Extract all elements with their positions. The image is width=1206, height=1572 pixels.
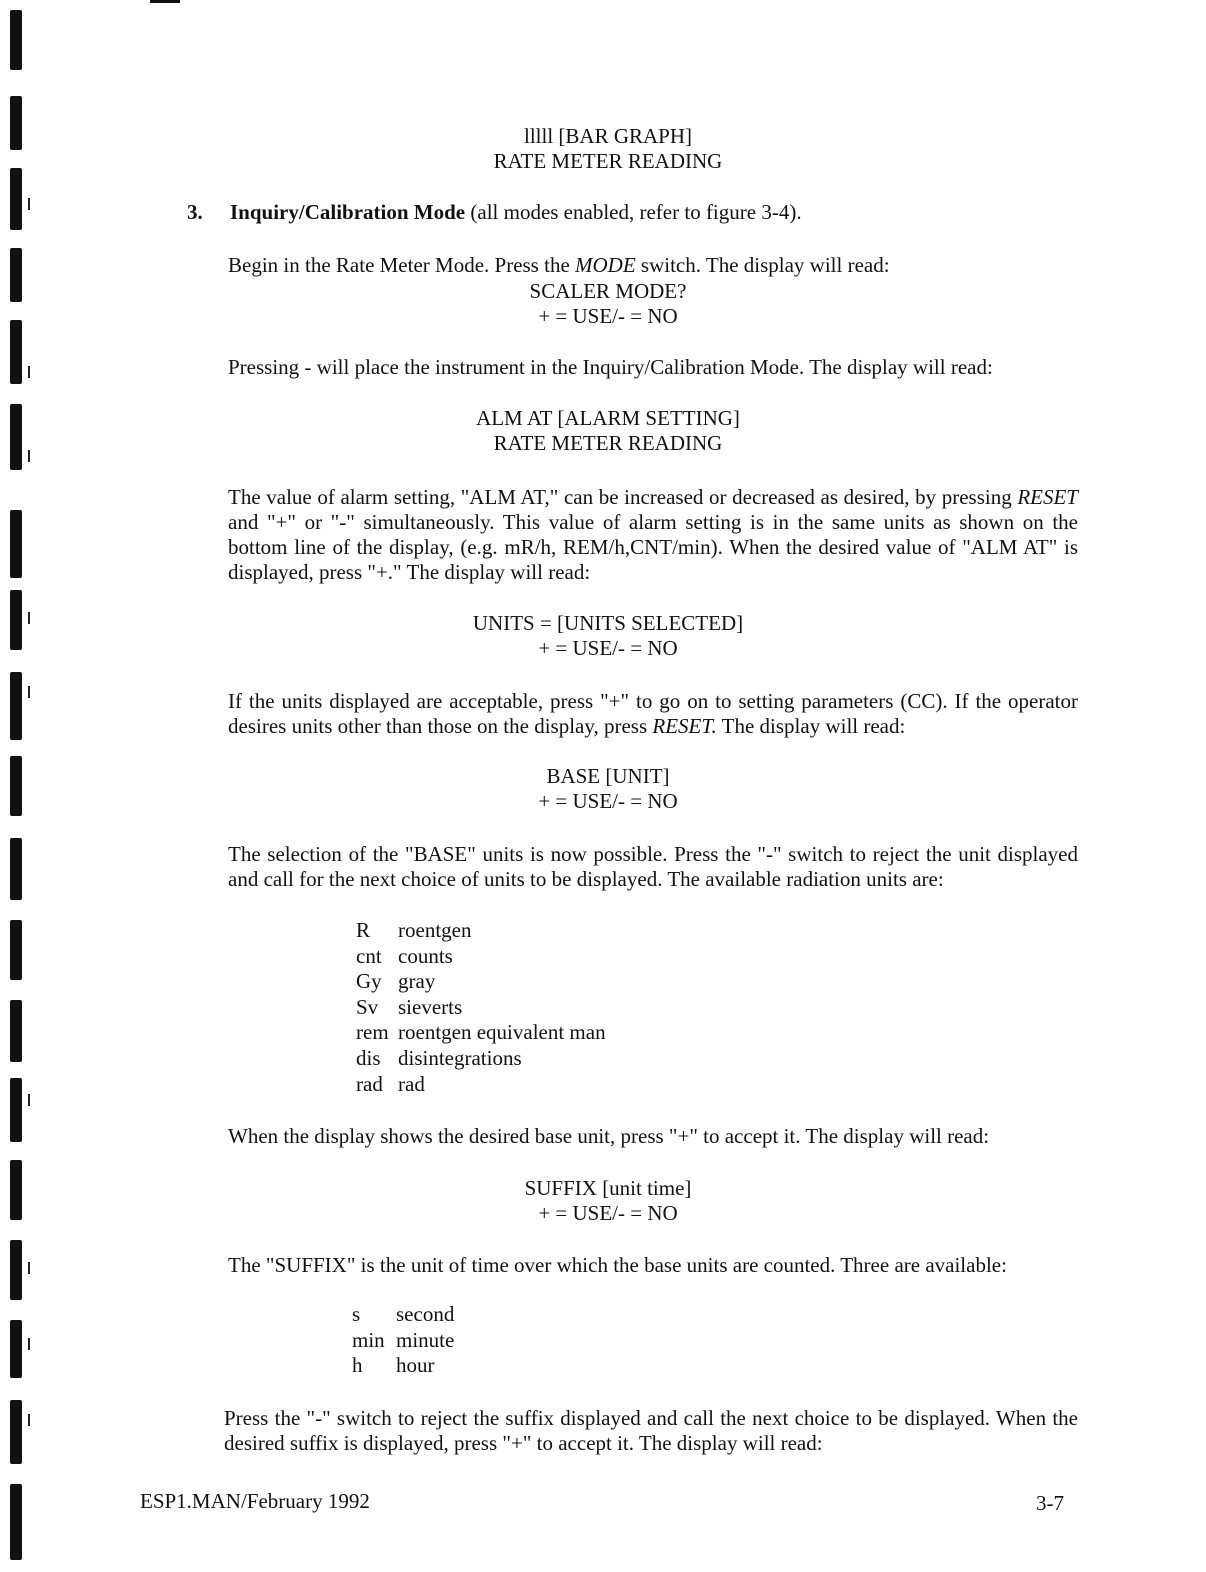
binding-tick: [28, 1338, 30, 1350]
binding-mark: [10, 1000, 22, 1062]
paragraph: Pressing - will place the instrument in the Inquiry/Calibration Mode. The display will read:: [228, 355, 993, 379]
unit-name: hour: [396, 1353, 435, 1378]
display-line: SUFFIX [unit time]: [524, 1176, 692, 1200]
binding-mark: [10, 1078, 22, 1142]
section-number: 3.: [187, 200, 203, 224]
scan-top-mark: [150, 0, 180, 3]
text: and "+" or "-" simultaneously. This value of alarm setting is in the same units as shown on the bottom line of the display, (e.g. mR/h, REM/h,CNT/min). When the desired value of "ALM AT" is displayed, press "+." The display will read:: [228, 510, 1078, 584]
display-readout: [0, 764, 1206, 814]
text: Begin in the Rate Meter Mode. Press the: [228, 253, 576, 277]
unit-abbr: R: [356, 918, 371, 942]
text: If the units displayed are acceptable, press "+" to go on to setting parameters (CC). If the operator desires units other than those on the display, press: [228, 689, 1078, 738]
display-line: + = USE/- = NO: [538, 304, 678, 328]
display-line: + = USE/- = NO: [538, 789, 678, 813]
display-readout-top: [0, 124, 1206, 174]
binding-tick: [28, 198, 30, 210]
unit-name: roentgen: [398, 918, 472, 942]
paragraph: When the display shows the desired base unit, press "+" to accept it. The display will read:: [228, 1124, 990, 1148]
paragraph: [228, 689, 1078, 739]
binding-tick: [28, 1262, 30, 1274]
unit-abbr: s: [352, 1302, 361, 1326]
display-line: + = USE/- = NO: [538, 636, 678, 660]
display-line: UNITS = [UNITS SELECTED]: [472, 611, 744, 635]
unit-name: second: [396, 1302, 455, 1326]
binding-mark: [10, 168, 22, 230]
text: The display will read:: [716, 714, 906, 738]
binding-mark: [10, 838, 22, 900]
display-line: lllll [BAR GRAPH]: [523, 124, 693, 148]
binding-tick: [28, 1414, 30, 1426]
unit-name: roentgen equivalent man: [398, 1020, 606, 1045]
binding-mark: [10, 1400, 22, 1464]
binding-mark: [10, 1320, 22, 1378]
text: The value of alarm setting, "ALM AT," can be increased or decreased as desired, by pressing: [228, 485, 1018, 509]
display-readout: [0, 611, 1206, 661]
section-title-rest: (all modes enabled, refer to figure 3-4).: [465, 200, 802, 224]
unit-abbr: rad: [356, 1071, 383, 1096]
binding-tick: [28, 686, 30, 698]
display-line: BASE [UNIT]: [546, 764, 670, 788]
switch-name: RESET.: [652, 714, 717, 738]
binding-mark: [10, 10, 22, 70]
paragraph: The "SUFFIX" is the unit of time over which the base units are counted. Three are available:: [228, 1253, 1007, 1277]
unit-abbr: h: [352, 1353, 363, 1378]
display-readout: [0, 1176, 1206, 1226]
binding-tick: [28, 366, 30, 378]
display-line: + = USE/- = NO: [538, 1201, 678, 1225]
display-readout: [0, 279, 1206, 329]
text: switch. The display will read:: [635, 253, 890, 277]
display-line: RATE METER READING: [493, 149, 723, 173]
unit-name: disintegrations: [398, 1045, 522, 1070]
unit-name: rad: [398, 1071, 425, 1096]
binding-mark: [10, 320, 22, 384]
display-line: RATE METER READING: [493, 431, 723, 455]
page-number: 3-7: [1036, 1491, 1064, 1515]
binding-mark: [10, 672, 22, 740]
unit-abbr: Sv: [356, 994, 379, 1019]
binding-tick: [28, 1094, 30, 1106]
unit-abbr: dis: [356, 1045, 381, 1070]
unit-abbr: min: [352, 1327, 385, 1352]
switch-name: MODE: [575, 253, 636, 277]
unit-name: sieverts: [398, 994, 463, 1019]
unit-abbr: cnt: [356, 943, 382, 968]
unit-name: gray: [398, 969, 436, 994]
paragraph: Press the "-" switch to reject the suffix displayed and call the next choice to be displayed. When the desired suffix is displayed, press "+" to accept it. The display will read:: [224, 1406, 1078, 1455]
unit-abbr: rem: [356, 1020, 389, 1045]
paragraph: The selection of the "BASE" units is now possible. Press the "-" switch to reject the unit displayed and call for the next choice of units to be displayed. The available radiation units are:: [228, 842, 1078, 891]
binding-mark: [10, 1240, 22, 1300]
switch-name: RESET: [1017, 485, 1078, 509]
unit-name: counts: [398, 943, 453, 968]
section-title: Inquiry/Calibration Mode: [230, 200, 466, 224]
section-heading: [230, 200, 802, 225]
unit-abbr: Gy: [356, 969, 382, 994]
display-readout: [0, 406, 1206, 456]
paragraph: [228, 253, 1078, 278]
binding-mark: [10, 1484, 22, 1560]
unit-name: minute: [396, 1327, 455, 1352]
binding-mark: [10, 510, 22, 578]
display-line: ALM AT [ALARM SETTING]: [476, 406, 740, 430]
paragraph: [228, 485, 1078, 585]
display-line: SCALER MODE?: [529, 279, 687, 303]
binding-mark: [10, 920, 22, 980]
footer-document-id: ESP1.MAN/February 1992: [140, 1489, 370, 1513]
